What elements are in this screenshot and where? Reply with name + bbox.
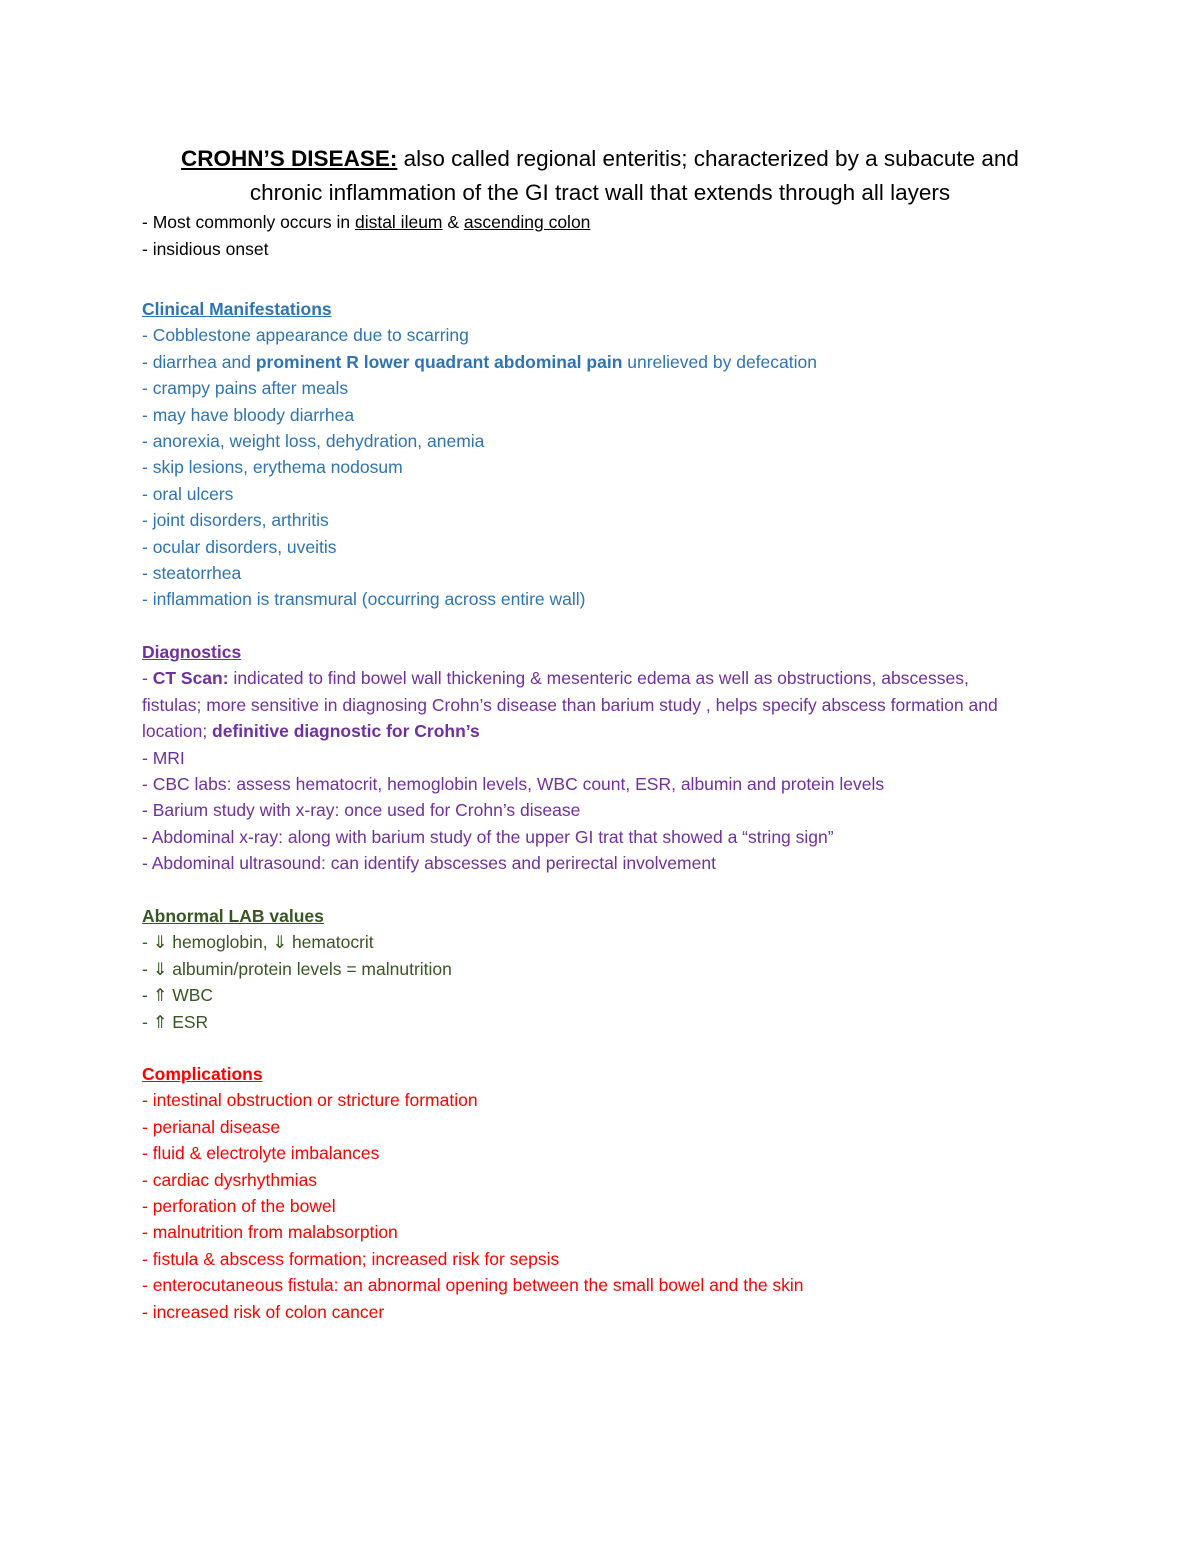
list-item: - ⇓ hemoglobin, ⇓ hematocrit (142, 932, 374, 953)
list-item: - steatorrhea (142, 563, 242, 584)
list-item: - Abdominal ultrasound: can identify abscesses and perirectal involvement (142, 853, 716, 874)
title-text-line1: also called regional enteritis; characterized by a subacute and (397, 146, 1019, 171)
diagnostics-heading: Diagnostics (142, 642, 242, 662)
abnormal-lab-values-section (142, 903, 1042, 1035)
list-item: - crampy pains after meals (142, 378, 349, 399)
title-text-line2: chronic inflammation of the GI tract wall that extends through all layers (249, 180, 951, 205)
list-item (142, 665, 1012, 744)
list-item-bold: prominent R lower quadrant abdominal pain (255, 351, 623, 372)
list-item: - fluid & electrolyte imbalances (142, 1143, 380, 1164)
intro-block (142, 209, 590, 262)
complications-heading: Complications (142, 1064, 263, 1084)
list-item: - ⇑ WBC (142, 985, 214, 1006)
list-item: - perforation of the bowel (142, 1196, 336, 1217)
list-item: - anorexia, weight loss, dehydration, anemia (142, 431, 485, 452)
list-item: - malnutrition from malabsorption (142, 1222, 398, 1243)
list-item: - joint disorders, arthritis (142, 510, 329, 531)
list-item: - fistula & abscess formation; increased risk for sepsis (142, 1248, 560, 1269)
title-heading: CROHN’S DISEASE: (181, 146, 398, 171)
intro-mid: & (442, 212, 464, 232)
list-item (142, 349, 1042, 375)
intro-prefix: - Most commonly occurs in (142, 212, 355, 232)
list-item-text: indicated to find bowel wall thickening & mesenteric edema as well as obstructions, abscesses, fistulas; more sensitive in diagnosing Crohn’s disease than barium study , helps specify abscess formation and location; (142, 668, 998, 742)
list-item: - skip lesions, erythema nodosum (142, 457, 403, 478)
list-item: - enterocutaneous fistula: an abnormal opening between the small bowel and the skin (142, 1275, 804, 1296)
complications-section (142, 1061, 1042, 1325)
intro-line-location (142, 209, 590, 236)
list-item: - intestinal obstruction or stricture formation (142, 1090, 478, 1111)
diagnostics-section (142, 639, 1042, 877)
list-item: - oral ulcers (142, 483, 234, 504)
clinical-heading: Clinical Manifestations (142, 299, 332, 319)
list-item-suffix: unrelieved by defecation (622, 351, 817, 372)
list-item: - ocular disorders, uveitis (142, 536, 337, 557)
list-item: - MRI (142, 747, 185, 768)
list-item: - may have bloody diarrhea (142, 404, 355, 425)
list-item: - ⇓ albumin/protein levels = malnutrition (142, 958, 452, 979)
list-item: - CBC labs: assess hematocrit, hemoglobin levels, WBC count, ESR, albumin and protein levels (142, 774, 885, 795)
document-title (120, 142, 1080, 210)
clinical-manifestations-section (142, 296, 1042, 613)
list-item-prefix: - diarrhea and (142, 351, 256, 372)
list-item: - cardiac dysrhythmias (142, 1169, 318, 1190)
list-item: - Barium study with x-ray: once used for Crohn’s disease (142, 800, 581, 821)
intro-term-distal-ileum: distal ileum (354, 212, 443, 232)
list-item: - increased risk of colon cancer (142, 1301, 385, 1322)
intro-term-ascending-colon: ascending colon (463, 212, 591, 232)
list-item-bold: CT Scan: (152, 668, 229, 689)
list-item: - Abdominal x-ray: along with barium study of the upper GI trat that showed a “string sign” (142, 826, 834, 847)
list-item-prefix: - (142, 668, 153, 689)
list-item: - inflammation is transmural (occurring across entire wall) (142, 589, 586, 610)
list-item: - ⇑ ESR (142, 1011, 209, 1032)
list-item-bold: definitive diagnostic for Crohn’s (212, 721, 480, 742)
list-item: - perianal disease (142, 1116, 281, 1137)
labs-heading: Abnormal LAB values (142, 906, 324, 926)
intro-line-onset: - insidious onset (142, 238, 269, 259)
list-item: - Cobblestone appearance due to scarring (142, 325, 469, 346)
